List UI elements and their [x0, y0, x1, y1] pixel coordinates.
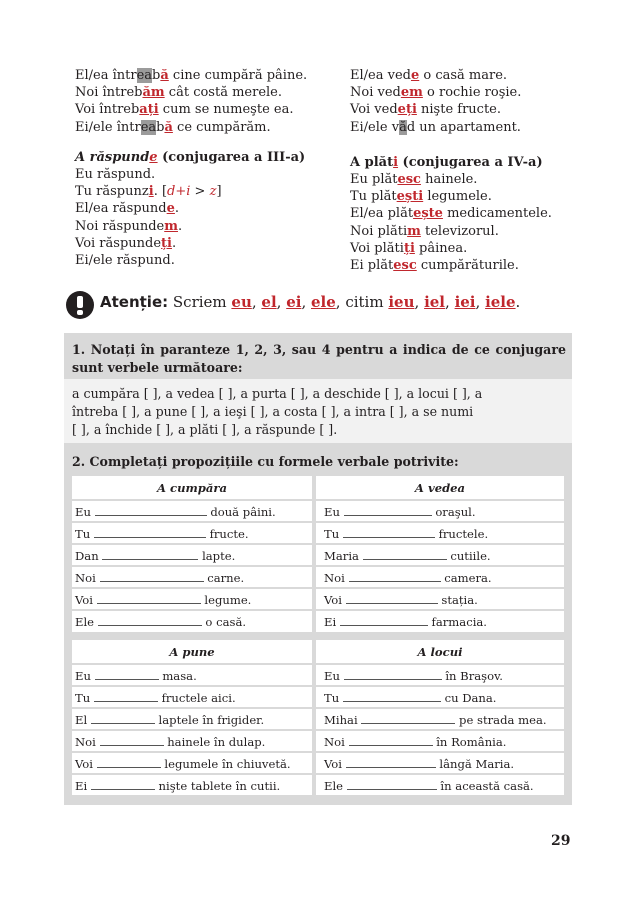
- table-row: Maria cutiile.: [324, 549, 491, 563]
- table-row: Voi legumele în chiuvetă.: [75, 757, 291, 771]
- answer-blank[interactable]: [344, 669, 442, 680]
- answer-blank[interactable]: [97, 757, 161, 768]
- conj2-examples: [350, 67, 521, 136]
- answer-blank[interactable]: [97, 593, 201, 604]
- conj3-line: Tu răspunzi. [d+i > z]: [75, 184, 222, 200]
- answer-blank[interactable]: [343, 527, 435, 538]
- table-row: Tu fructele.: [324, 527, 489, 541]
- page-number: 29: [551, 833, 571, 849]
- attention-label: Atenție:: [100, 293, 169, 311]
- table-row: El laptele în frigider.: [75, 713, 265, 727]
- table-row: Ei farmacia.: [324, 615, 487, 629]
- exercise1-title: 1. Notați în paranteze 1, 2, 3, sau 4 pentru a indica de ce conjugare sunt verbele următoare:: [72, 342, 566, 375]
- table-row: Voi legume.: [75, 593, 252, 607]
- table-row: Voi lângă Maria.: [324, 757, 515, 771]
- answer-blank[interactable]: [361, 713, 455, 724]
- table-row: Voi stația.: [324, 593, 478, 607]
- conj4-line: El/ea plătește medicamentele.: [350, 206, 552, 222]
- conj2-line: Voi vedeți nişte fructe.: [350, 102, 502, 118]
- answer-blank[interactable]: [344, 505, 432, 516]
- table-row: Noi camera.: [324, 571, 492, 585]
- answer-blank[interactable]: [363, 549, 447, 560]
- answer-blank[interactable]: [100, 571, 204, 582]
- conj1-line: El/ea întreabă cine cumpără pâine.: [75, 68, 308, 83]
- conj4-line: Eu plătesc hainele.: [350, 172, 478, 187]
- table-row: Eu masa.: [75, 669, 197, 683]
- conj4-line: Noi plătim televizorul.: [350, 223, 499, 239]
- answer-blank[interactable]: [346, 593, 438, 604]
- exercise1-line: întreba [ ], a pune [ ], a ieşi [ ], a costa [ ], a intra [ ], a se numi: [72, 404, 474, 419]
- attention-note: Atenție: Scriem eu, el, ei, ele, citim ieu, iel, iei, iele.: [100, 293, 521, 311]
- table-row: Eu oraşul.: [324, 505, 476, 519]
- table-row: Tu cu Dana.: [324, 691, 497, 705]
- table-head: A vedea: [414, 481, 466, 495]
- table-row: Ele în această casă.: [324, 779, 534, 793]
- answer-blank[interactable]: [346, 757, 436, 768]
- conj4-line: Ei plătesc cumpărăturile.: [350, 258, 519, 274]
- table-row: Tu fructele aici.: [75, 691, 236, 705]
- answer-blank[interactable]: [100, 735, 164, 746]
- conj3-block: [75, 150, 305, 269]
- conj3-line: Voi răspundeți.: [75, 235, 177, 251]
- exercise1-line: a cumpăra [ ], a vedea [ ], a purta [ ], a deschide [ ], a locui [ ], a: [72, 386, 483, 401]
- conj3-line: El/ea răspunde.: [75, 201, 180, 217]
- table-head: A locui: [417, 645, 463, 659]
- table-row: Noi carne.: [75, 571, 245, 585]
- conj2-line: Noi vedem o rochie roşie.: [350, 85, 522, 101]
- conj3-line: Ei/ele răspund.: [75, 253, 175, 269]
- exercise2-table-1: [72, 476, 564, 632]
- conj1-line: Ei/ele întreabă ce cumpărăm.: [75, 119, 271, 135]
- exercise2-table-2: [72, 640, 564, 795]
- table-row: Noi hainele în dulap.: [75, 735, 266, 749]
- conj1-examples: [75, 67, 307, 136]
- conj3-title: A răspunde (conjugarea a III-a): [75, 150, 306, 165]
- answer-blank[interactable]: [340, 615, 428, 626]
- table-row: Noi în România.: [324, 735, 507, 749]
- conj4-block: [350, 155, 552, 274]
- answer-blank[interactable]: [347, 779, 437, 790]
- answer-blank[interactable]: [91, 713, 155, 724]
- table-row: Eu în Braşov.: [324, 669, 503, 683]
- table-head: A cumpăra: [156, 481, 228, 495]
- answer-blank[interactable]: [349, 735, 433, 746]
- exercise-box: [64, 333, 572, 805]
- answer-blank[interactable]: [91, 779, 155, 790]
- warning-icon: [66, 291, 94, 319]
- table-head: A pune: [169, 645, 215, 659]
- answer-blank[interactable]: [94, 527, 206, 538]
- conj4-title: A plăti (conjugarea a IV-a): [350, 155, 543, 170]
- conj2-line: El/ea vede o casă mare.: [350, 68, 508, 83]
- conj3-line: Noi răspundem.: [75, 218, 183, 234]
- conj4-line: Tu plătești legumele.: [350, 189, 492, 205]
- answer-blank[interactable]: [343, 691, 441, 702]
- conj1-line: Voi întrebați cum se numeşte ea.: [75, 102, 294, 118]
- conj3-line: Eu răspund.: [75, 167, 156, 182]
- answer-blank[interactable]: [95, 505, 207, 516]
- table-row: Eu două pâini.: [75, 505, 276, 519]
- exercise1-line: [ ], a închide [ ], a plăti [ ], a răspunde [ ].: [72, 422, 338, 437]
- conj4-line: Voi plătiți pâinea.: [350, 240, 468, 256]
- conj2-line: Ei/ele văd un apartament.: [350, 119, 521, 135]
- answer-blank[interactable]: [102, 549, 198, 560]
- answer-blank[interactable]: [94, 691, 158, 702]
- exercise2-title: 2. Completați propozițiile cu formele verbale potrivite:: [72, 454, 459, 469]
- table-row: Tu fructe.: [75, 527, 249, 541]
- table-row: Dan lapte.: [75, 549, 236, 563]
- table-row: Ei nişte tablete în cutii.: [75, 779, 281, 793]
- answer-blank[interactable]: [349, 571, 441, 582]
- exercise1-panel: [64, 379, 572, 443]
- conj1-line: Noi întrebăm cât costă merele.: [75, 85, 282, 101]
- answer-blank[interactable]: [95, 669, 159, 680]
- table-row: Ele o casă.: [75, 615, 247, 629]
- table-row: Mihai pe strada mea.: [324, 713, 547, 727]
- answer-blank[interactable]: [98, 615, 202, 626]
